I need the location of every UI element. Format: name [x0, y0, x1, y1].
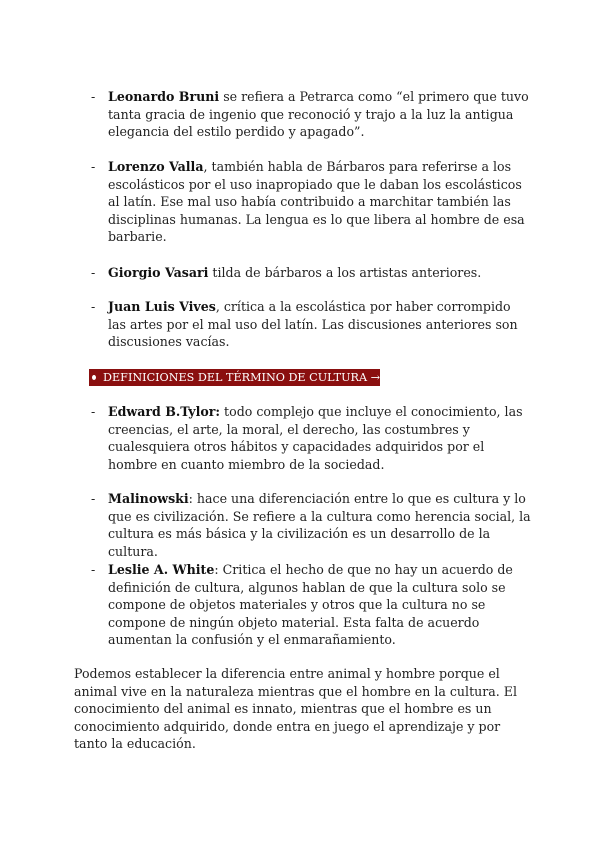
- author-name: Giorgio Vasari: [108, 265, 209, 280]
- author-name: Edward B.Tylor:: [108, 404, 221, 419]
- item-text: se refiera a Petrarca como “el primero que tuvo tanta gracia de ingenio que reconoció y trajo a la luz la antigua elegancia del estilo perdido y apagado”.: [108, 89, 529, 139]
- dash-bullet: -: [91, 265, 96, 280]
- dash-bullet: -: [91, 562, 96, 577]
- author-name: Leonardo Bruni: [108, 89, 220, 104]
- list-item: [91, 264, 531, 282]
- item-text: crítica a la escolástica por haber corrompido las artes por el mal uso del latín. Las discusiones anteriores son discusiones vacías.: [108, 299, 518, 349]
- item-text: tilda de bárbaros a los artistas anteriores.: [208, 265, 482, 280]
- list-item: - Leslie A. White: Critica el hecho de que no hay un acuerdo de definición de cultura, algunos hablan de que la cultura solo se compone de objetos materiales y otros que la cultura no se compone de ningún objeto material. Esta falta de acuerdo aumentan la confusión y el enmarañamiento.: [91, 562, 513, 647]
- dash-bullet: -: [91, 89, 96, 104]
- author-name: Leslie A. White: [108, 562, 215, 577]
- list-item: - Juan Luis Vives, crítica a la escolástica por haber corrompido las artes por el mal uso del latín. Las discusiones anteriores son discusiones vacías.: [91, 299, 518, 349]
- section-heading-text: DEFINICIONES DEL TÉRMINO DE CULTURA →: [103, 371, 380, 384]
- bullet-dot-icon: [92, 375, 96, 380]
- author-name: Juan Luis Vives: [108, 299, 216, 314]
- author-name: Malinowski: [108, 491, 189, 506]
- dash-bullet: -: [91, 159, 96, 174]
- list-item: - Malinowski: hace una diferenciación entre lo que es cultura y lo que es civilización. Se refiere a la cultura como herencia social, la cultura es más básica y la civilización es un desarrollo de la cultura.: [91, 491, 531, 559]
- list-item: - Lorenzo Valla, también habla de Bárbaros para referirse a los escolásticos por el uso inapropiado que le daban los escolásticos al latín. Ese mal uso había contribuido a marchitar también las disciplinas humanas. La lengua es lo que libera al hombre de esa barbarie.: [91, 159, 525, 244]
- dash-bullet: -: [91, 491, 96, 506]
- item-text: hace una diferenciación entre lo que es cultura y lo que es civilización. Se refiere a la cultura como herencia social, la cultura es más básica y la civilización es un desarrollo de la cultura.: [108, 491, 531, 559]
- author-name: Lorenzo Valla: [108, 159, 204, 174]
- list-item: [91, 403, 531, 473]
- item-text: Critica el hecho de que no hay un acuerdo de definición de cultura, algunos hablan de que la cultura solo se compone de objetos materiales y otros que la cultura no se compone de ningún objeto material. Esta falta de acuerdo aumentan la confusión y el enmarañamiento.: [108, 562, 513, 647]
- closing-paragraph: Podemos establecer la diferencia entre animal y hombre porque el animal vive en la naturaleza mientras que el hombre en la cultura. El conocimiento del animal es innato, mientras que el hombre es un conocimiento adquirido, donde entra en juego el aprendizaje y por tanto la educación.: [74, 666, 517, 751]
- dash-bullet: -: [91, 299, 96, 314]
- list-item: [91, 88, 531, 141]
- item-text: también habla de Bárbaros para referirse a los escolásticos por el uso inapropiado que le daban los escolásticos al latín. Ese mal uso había contribuido a marchitar también las disciplinas humanas. La lengua es lo que libera al hombre de esa barbarie.: [108, 159, 525, 244]
- item-text: todo complejo que incluye el conocimiento, las creencias, el arte, la moral, el derecho, las costumbres y cualesquiera otros hábitos y capacidades adquiridos por el hombre en cuanto miembro de la sociedad.: [108, 404, 523, 472]
- section-heading: [89, 369, 380, 386]
- dash-bullet: -: [91, 404, 96, 419]
